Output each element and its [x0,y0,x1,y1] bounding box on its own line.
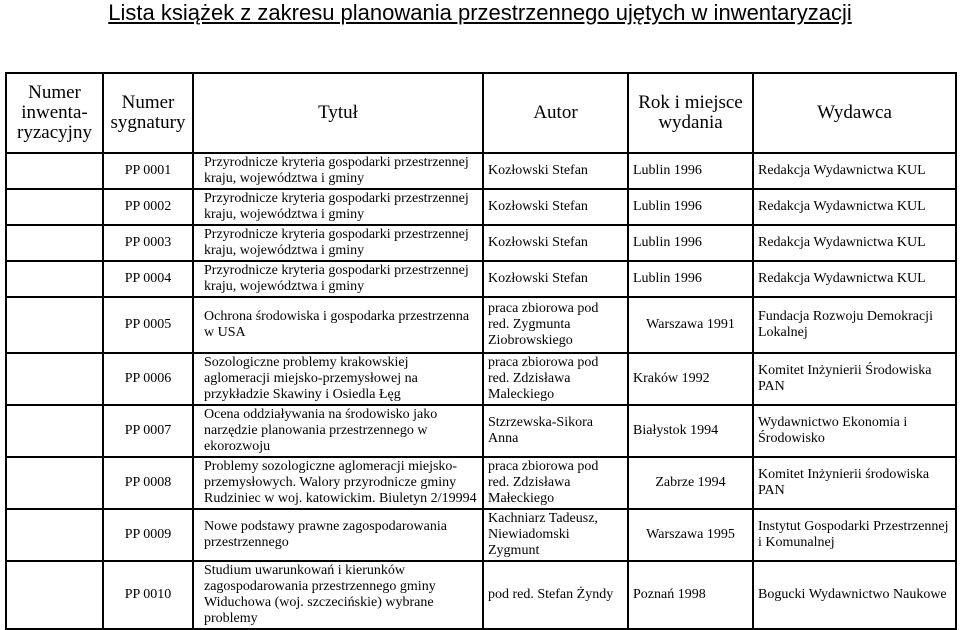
year-cell: Lublin 1996 [628,153,753,189]
inventory-cell [6,457,103,509]
year-cell: Lublin 1996 [628,189,753,225]
author-cell: pod red. Stefan Żyndy [483,561,628,629]
publisher-cell: Instytut Gospodarki Przestrzennej i Komunalnej [753,509,956,561]
title-cell: Przyrodnicze kryteria gospodarki przestrzennej kraju, województwa i gminy [193,153,483,189]
author-cell: praca zbiorowa pod red. Zygmunta Ziobrowskiego [483,297,628,353]
inventory-cell [6,353,103,405]
author-cell: praca zbiorowa pod red. Zdzisława Małeckiego [483,457,628,509]
page-title: Lista książek z zakresu planowania przestrzennego ujętych w inwentaryzacji [108,0,852,25]
year-cell: Warszawa 1995 [628,509,753,561]
author-cell: praca zbiorowa pod red. Zdzisława Maleckiego [483,353,628,405]
inventory-cell [6,509,103,561]
publisher-cell: Komitet Inżynierii Środowiska PAN [753,353,956,405]
title-cell: Przyrodnicze kryteria gospodarki przestrzennej kraju, województwa i gminy [193,225,483,261]
publisher-cell: Redakcja Wydawnictwa KUL [753,153,956,189]
year-cell: Poznań 1998 [628,561,753,629]
header-inventory-number: Numer inwenta-ryzacyjny [6,73,103,153]
table-row [6,225,956,261]
title-cell: Przyrodnicze kryteria gospodarki przestrzennej kraju, województwa i gminy [193,261,483,297]
table-row [6,153,956,189]
publisher-cell: Redakcja Wydawnictwa KUL [753,189,956,225]
header-year-place: Rok i miejsce wydania [628,73,753,153]
title-cell: Problemy sozologiczne aglomeracji miejsko-przemysłowych. Walory przyrodnicze gminy Rudziniec w woj. katowickim. Biuletyn 2/19994 [193,457,483,509]
publisher-cell: Redakcja Wydawnictwa KUL [753,225,956,261]
books-table [5,72,957,630]
signature-cell: PP 0004 [103,261,193,297]
table-row [6,509,956,561]
table-row [6,189,956,225]
table-header-row [6,73,956,153]
author-cell: Kachniarz Tadeusz, Niewiadomski Zygmunt [483,509,628,561]
publisher-cell: Komitet Inżynierii środowiska PAN [753,457,956,509]
signature-cell: PP 0005 [103,297,193,353]
year-cell: Kraków 1992 [628,353,753,405]
header-publisher: Wydawca [753,73,956,153]
inventory-cell [6,405,103,457]
table-row [6,405,956,457]
signature-cell: PP 0008 [103,457,193,509]
inventory-cell [6,261,103,297]
inventory-cell [6,189,103,225]
year-cell: Lublin 1996 [628,225,753,261]
header-signature-number: Numer sygnatury [103,73,193,153]
signature-cell: PP 0002 [103,189,193,225]
title-cell: Studium uwarunkowań i kierunków zagospodarowania przestrzennego gminy Widuchowa (woj. szczecińskie) wybrane problemy [193,561,483,629]
inventory-cell [6,297,103,353]
author-cell: Kozłowski Stefan [483,261,628,297]
publisher-cell: Wydawnictwo Ekonomia i Środowisko [753,405,956,457]
author-cell: Stzrzewska-Sikora Anna [483,405,628,457]
table-row [6,457,956,509]
signature-cell: PP 0006 [103,353,193,405]
table-row [6,297,956,353]
table-row [6,261,956,297]
signature-cell: PP 0007 [103,405,193,457]
year-cell: Białystok 1994 [628,405,753,457]
title-cell: Przyrodnicze kryteria gospodarki przestrzennej kraju, województwa i gminy [193,189,483,225]
author-cell: Kozłowski Stefan [483,189,628,225]
header-title: Tytuł [193,73,483,153]
signature-cell: PP 0009 [103,509,193,561]
year-cell: Zabrze 1994 [628,457,753,509]
year-cell: Lublin 1996 [628,261,753,297]
table-row [6,353,956,405]
header-author: Autor [483,73,628,153]
author-cell: Kozłowski Stefan [483,225,628,261]
signature-cell: PP 0001 [103,153,193,189]
table-row [6,561,956,629]
title-cell: Nowe podstawy prawne zagospodarowania przestrzennego [193,509,483,561]
inventory-cell [6,225,103,261]
publisher-cell: Redakcja Wydawnictwa KUL [753,261,956,297]
signature-cell: PP 0003 [103,225,193,261]
publisher-cell: Bogucki Wydawnictwo Naukowe [753,561,956,629]
author-cell: Kozłowski Stefan [483,153,628,189]
publisher-cell: Fundacja Rozwoju Demokracji Lokalnej [753,297,956,353]
title-cell: Ocena oddziaływania na środowisko jako narzędzie planowania przestrzennego w ekorozwoju [193,405,483,457]
title-cell: Sozologiczne problemy krakowskiej aglomeracji miejsko-przemysłowej na przykładzie Skawiny i Osiedla Łęg [193,353,483,405]
title-cell: Ochrona środowiska i gospodarka przestrzenna w USA [193,297,483,353]
inventory-cell [6,561,103,629]
year-cell: Warszawa 1991 [628,297,753,353]
signature-cell: PP 0010 [103,561,193,629]
inventory-cell [6,153,103,189]
